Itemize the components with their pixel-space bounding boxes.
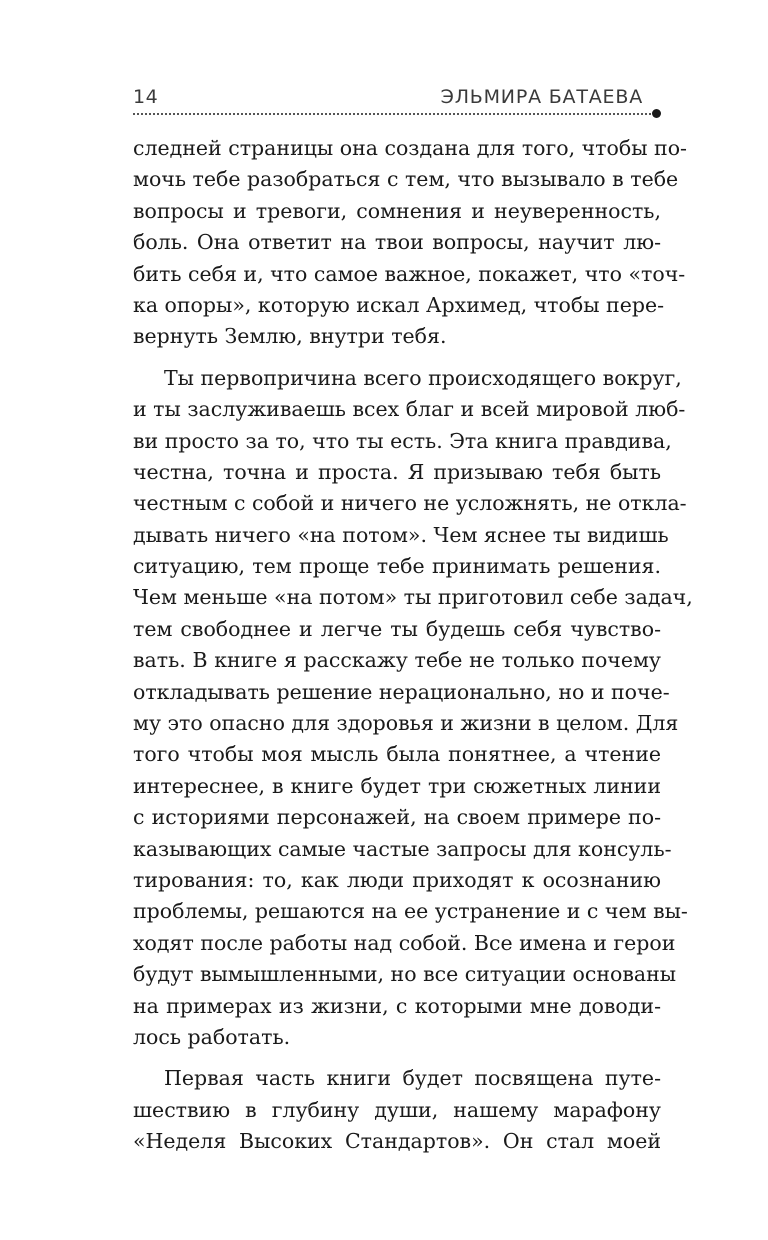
text-line: тирования: то, как люди приходят к осознанию (133, 867, 661, 892)
paragraph (133, 133, 687, 353)
text-line: и ты заслуживаешь всех благ и всей мировой люб- (133, 397, 686, 422)
paragraph (133, 363, 693, 1054)
text-line: вернуть Землю, внутри тебя. (133, 324, 447, 349)
text-line: мочь тебе разобраться с тем, что вызывало в тебе (133, 167, 679, 192)
author-name: ЭЛЬМИРА БАТАЕВА (440, 86, 643, 108)
text-line: Ты первопричина всего происходящего вокруг, (164, 365, 682, 390)
text-line: честным с собой и ничего не усложнять, не откла- (133, 491, 687, 516)
text-line: боль. Она ответит на твои вопросы, научит лю- (133, 230, 661, 255)
text-line: тем свободнее и легче ты будешь себя чувство- (133, 616, 661, 641)
text-line: интереснее, в книге будет три сюжетных линии (133, 773, 661, 798)
text-line: проблемы, решаются на ее устранение и с чем вы- (133, 899, 688, 924)
page-number: 14 (133, 86, 159, 108)
text-line: следней страницы она создана для того, чтобы по- (133, 136, 687, 160)
text-line: ситуацию, тем проще тебе принимать решения. (133, 554, 661, 579)
text-line: на примерах из жизни, с которыми мне доводи- (133, 993, 661, 1018)
text-line: будут вымышленными, но все ситуации основаны (133, 962, 677, 987)
text-line: вопросы и тревоги, сомнения и неуверенность, (133, 198, 661, 223)
text-line: Первая часть книги будет посвящена путе- (164, 1066, 661, 1091)
text-line: «Неделя Высоких Стандартов». Он стал моей (133, 1129, 661, 1154)
running-header (133, 86, 661, 110)
text-line: ви просто за то, что ты есть. Эта книга правдива, (133, 428, 672, 453)
text-line: му это опасно для здоровья и жизни в целом. Для (133, 711, 679, 736)
paragraph-gap (133, 353, 661, 363)
text-line: честна, точна и проста. Я призываю тебя быть (133, 459, 661, 484)
paragraph (133, 1063, 661, 1157)
text-line: откладывать решение нерационально, но и поче- (133, 679, 670, 704)
body-text (133, 133, 693, 1158)
text-line: Чем меньше «на потом» ты приготовил себе задач, (133, 585, 693, 610)
text-line: бить себя и, что самое важное, покажет, что «точ- (133, 261, 686, 286)
paragraph-gap (133, 1053, 661, 1063)
text-line: ходят после работы над собой. Все имена и герои (133, 930, 676, 955)
text-line: дывать ничего «на потом». Чем яснее ты видишь (133, 522, 669, 547)
text-line: лось работать. (133, 1024, 291, 1049)
rule-end-dot (652, 109, 661, 118)
text-line: того чтобы моя мысль была понятнее, а чтение (133, 742, 661, 767)
text-line: вать. В книге я расскажу тебе не только почему (133, 648, 661, 673)
text-line: казывающих самые частые запросы для консуль- (133, 836, 672, 861)
text-line: с историями персонажей, на своем примере по- (133, 805, 661, 830)
text-line: шествию в глубину души, нашему марафону (133, 1097, 661, 1122)
header-dotted-rule (133, 113, 655, 115)
text-line: ка опоры», которую искал Архимед, чтобы пере- (133, 292, 665, 317)
